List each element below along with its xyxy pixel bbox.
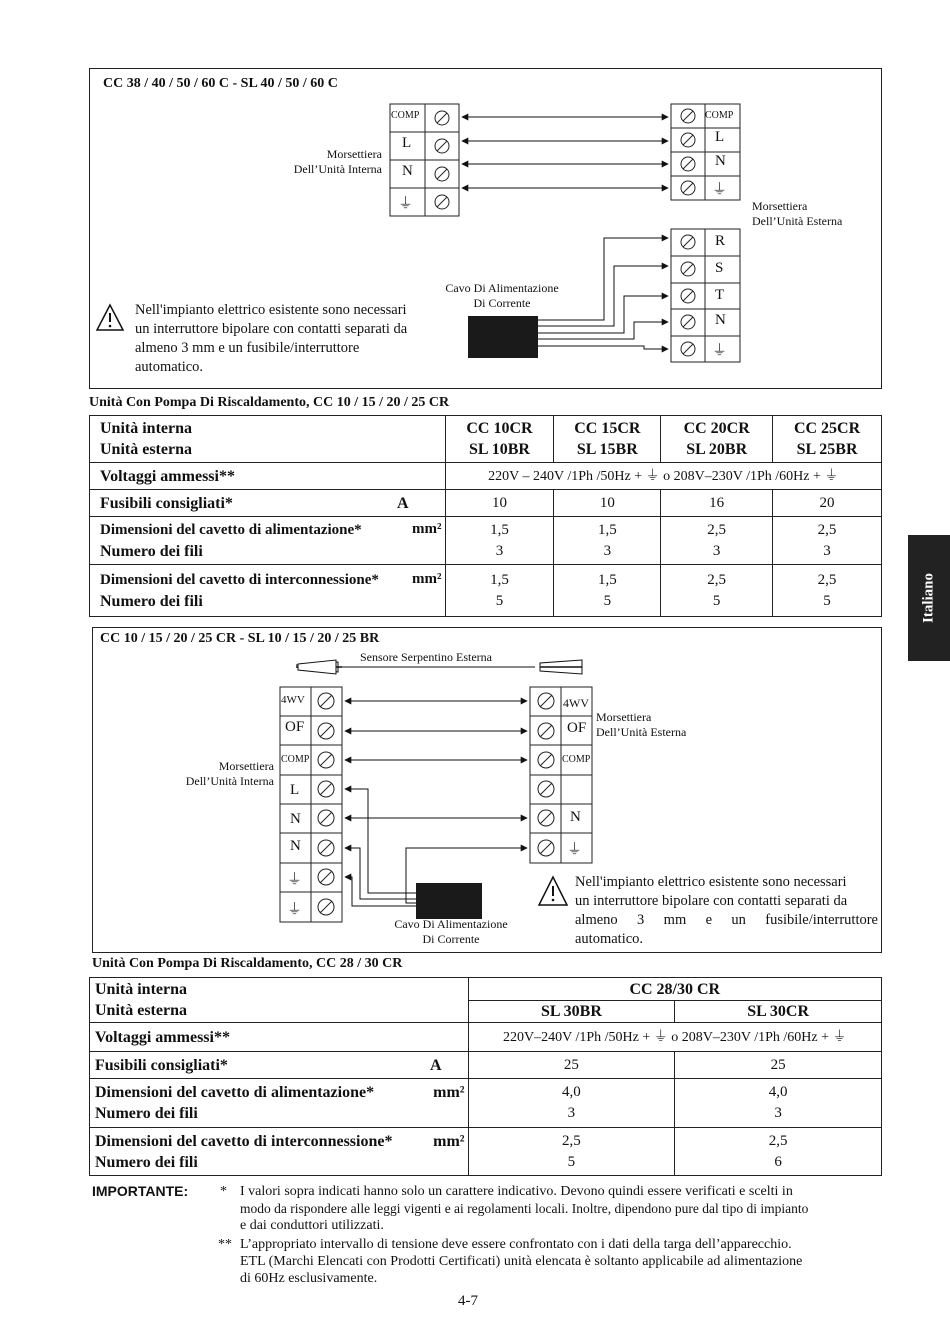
unit-label: mm² — [412, 571, 442, 587]
warning-line: almeno 3 mm e un fusibile/interruttore — [575, 912, 878, 928]
wires-value: 3 — [774, 1105, 782, 1121]
wires-label: Numero dei fili — [95, 1105, 198, 1122]
fuse-value: 16 — [661, 490, 773, 517]
outdoor-model: SL 30CR — [675, 1001, 882, 1023]
inter-cable-label: Dimensioni del cavetto di interconnessione* — [95, 1132, 393, 1150]
unit-label: mm² — [412, 521, 442, 537]
wires-value: 5 — [495, 592, 504, 609]
outdoor-terminal-block-2 — [530, 687, 592, 863]
table-row — [90, 1023, 882, 1052]
indoor-model: CC 10CR — [466, 420, 533, 437]
fuse-value: 25 — [468, 1052, 675, 1079]
wires-value: 5 — [567, 1153, 576, 1170]
size-value: 2,5 — [707, 521, 727, 538]
size-value: 2,5 — [817, 571, 837, 588]
warning-line: almeno 3 mm e un fusibile/interruttore — [135, 340, 360, 356]
power-cable-label-line: Cavo Di Alimentazione — [394, 917, 508, 931]
note-line: di 60Hz esclusivamente. — [240, 1271, 378, 1286]
table-2-title: Unità Con Pompa Di Riscaldamento, CC 28 / 30 CR — [92, 956, 403, 971]
terminal-label: COMP — [391, 110, 420, 121]
terminal-label: N — [715, 312, 726, 328]
note-line: modo da rispondere alle leggi vigenti e ai regolamenti locali. Inoltre, dipendono pure dal tipo di impianto — [240, 1201, 809, 1216]
size-value: 2,5 — [562, 1132, 581, 1149]
fuse-value: 10 — [445, 490, 554, 517]
wires-label: Numero dei fili — [95, 1153, 198, 1171]
outdoor-model: SL 25BR — [796, 441, 858, 458]
ground-terminal-label: ⏚ — [567, 842, 583, 858]
warning-text — [575, 873, 878, 949]
power-cable-cell — [675, 1079, 882, 1128]
voltage-value: 220V – 240V /1Ph /50Hz + ⏚ o 208V–230V /1Ph /60Hz + ⏚ — [445, 463, 881, 490]
size-value: 4,0 — [562, 1084, 581, 1100]
table-row — [90, 978, 882, 1001]
indoor-block-label-line: Morsettiera — [326, 147, 382, 161]
table-row — [90, 1052, 882, 1079]
outdoor-model: SL 15BR — [576, 441, 638, 458]
outdoor-block-label-line: Dell’Unità Esterna — [752, 214, 843, 228]
row-label: Unità esterna — [100, 441, 192, 458]
indoor-model: CC 20CR — [683, 420, 750, 437]
indoor-model: CC 25CR — [793, 420, 861, 437]
power-wires-2 — [345, 789, 416, 906]
model-row-header — [90, 978, 469, 1023]
ground-terminal-label: ⏚ — [712, 343, 728, 359]
power-cable-row-label — [90, 1079, 469, 1128]
power-cable-label: Dimensioni del cavetto di alimentazione* — [100, 522, 362, 538]
fuse-label: Fusibili consigliati* — [95, 1056, 228, 1074]
unit-label: mm² — [433, 1084, 465, 1101]
terminal-label: 4WV — [281, 694, 305, 706]
row-label: Unità esterna — [95, 1002, 187, 1019]
terminal-label: L — [290, 782, 300, 798]
terminal-label: COMP — [281, 754, 310, 765]
terminal-label: OF — [567, 720, 587, 736]
terminal-label: COMP — [705, 110, 734, 121]
ground-terminal-label: ⏚ — [287, 872, 303, 888]
terminal-label: N — [402, 163, 413, 179]
indoor-block-label-line: Morsettiera — [218, 759, 274, 773]
row-label: Unità interna — [100, 420, 192, 437]
note-2 — [240, 1236, 883, 1287]
ground-terminal-label: ⏚ — [712, 182, 728, 198]
table-1-title: Unità Con Pompa Di Riscaldamento, CC 10 / 15 / 20 / 25 CR — [89, 395, 450, 410]
size-value: 1,5 — [597, 521, 617, 538]
warning-line: un interruttore bipolare con contatti separati da — [575, 893, 848, 909]
terminal-label: 4WV — [563, 696, 589, 710]
size-value: 1,5 — [597, 571, 617, 588]
outdoor-block-label-line: Morsettiera — [596, 710, 652, 724]
power-cable-2 — [416, 883, 482, 919]
ground-terminal-label: ⏚ — [287, 902, 303, 918]
terminal-label: L — [402, 135, 412, 151]
fuse-value: 20 — [773, 490, 882, 517]
power-cable-label-line: Cavo Di Alimentazione — [445, 281, 559, 295]
spec-table-2 — [89, 977, 882, 1176]
indoor-model: CC 28/30 CR — [468, 978, 881, 1001]
fuse-value: 10 — [554, 490, 661, 517]
fuse-unit: A — [430, 1056, 442, 1074]
indoor-block-label-line: Dell’Unità Interna — [293, 162, 382, 176]
outdoor-model: SL 30BR — [468, 1001, 675, 1023]
size-value: 2,5 — [817, 521, 837, 538]
outdoor-model: SL 20BR — [686, 441, 748, 458]
wires-value: 5 — [603, 592, 612, 609]
note-1 — [240, 1183, 883, 1234]
sensor-label: Sensore Serpentino Esterna — [360, 650, 492, 664]
warning-line: Nell'impianto elettrico esistente sono necessari — [135, 302, 407, 318]
fuse-unit: A — [396, 494, 409, 512]
terminal-label: N — [290, 838, 301, 854]
voltage-value: 220V–240V /1Ph /50Hz + ⏚ o 208V–230V /1Ph /60Hz + ⏚ — [468, 1023, 881, 1052]
note-line: L’appropriato intervallo di tensione deve essere confrontato con i dati della targa dell’apparecchio. — [240, 1237, 792, 1252]
wires-value: 5 — [823, 592, 831, 609]
outdoor-block-label-line: Morsettiera — [752, 199, 808, 213]
interconnect-wires-2 — [345, 701, 527, 903]
wires-label: Numero dei fili — [100, 543, 203, 560]
size-value: 1,5 — [490, 521, 509, 538]
warning-line: un interruttore bipolare con contatti separati da — [135, 321, 408, 337]
inter-cable-row-label — [90, 1128, 469, 1176]
outdoor-block-label — [596, 710, 686, 740]
outdoor-block-label-line: Dell’Unità Esterna — [596, 725, 687, 739]
wires-value: 3 — [823, 542, 831, 559]
voltage-label: Voltaggi ammessi** — [90, 1023, 469, 1052]
note-line: e dai conduttori utilizzati. — [240, 1218, 384, 1233]
note-line: I valori sopra indicati hanno solo un carattere indicativo. Devono quindi essere verificati e scelti in — [240, 1184, 793, 1199]
terminal-label: COMP — [562, 754, 591, 765]
power-cable-label-line: Di Corrente — [422, 932, 480, 946]
power-cable-cell — [468, 1079, 675, 1128]
size-value: 1,5 — [490, 571, 509, 588]
terminal-label: N — [715, 153, 726, 169]
terminal-label: N — [570, 809, 581, 825]
ground-terminal-label: ⏚ — [398, 196, 414, 212]
terminal-label: L — [715, 129, 725, 145]
indoor-block-label — [140, 759, 274, 789]
note-line: ETL (Marchi Elencati con Prodotti Certificati) unità elencata è soltanto applicabile ad alimentazione — [240, 1254, 803, 1269]
terminal-label: T — [715, 287, 725, 303]
wires-value: 6 — [774, 1153, 782, 1170]
fuse-value: 25 — [675, 1052, 882, 1079]
size-value: 4,0 — [768, 1084, 788, 1100]
outdoor-model: SL 10BR — [469, 441, 530, 458]
power-cable-label-line: Di Corrente — [473, 296, 531, 310]
inter-cable-cell — [468, 1128, 675, 1176]
indoor-model: CC 15CR — [574, 420, 641, 437]
indoor-block-label-line: Dell’Unità Interna — [185, 774, 274, 788]
voltage-label: Voltaggi ammessi** — [90, 463, 446, 490]
warning-line: automatico. — [135, 359, 204, 375]
fuse-row-label — [90, 1052, 469, 1079]
terminal-label: OF — [285, 719, 305, 735]
warning-icon — [539, 877, 567, 905]
wires-value: 3 — [712, 542, 721, 559]
size-value: 2,5 — [768, 1132, 788, 1149]
size-value: 2,5 — [707, 571, 727, 588]
diagram-2-title: CC 10 / 15 / 20 / 25 CR - SL 10 / 15 / 20 / 25 BR — [100, 631, 380, 646]
warning-line: automatico. — [575, 931, 644, 947]
wires-value: 3 — [495, 542, 504, 559]
unit-label: mm² — [433, 1132, 465, 1150]
fuse-label: Fusibili consigliati* — [100, 494, 233, 512]
wires-value: 3 — [567, 1105, 576, 1121]
row-label: Unità interna — [95, 981, 187, 998]
language-tab-label: Italiano — [920, 572, 937, 624]
power-cable-label: Dimensioni del cavetto di alimentazione* — [95, 1084, 375, 1101]
page-number: 4-7 — [458, 1293, 478, 1309]
wires-value: 3 — [603, 542, 612, 559]
diagram-1-title: CC 38 / 40 / 50 / 60 C - SL 40 / 50 / 60 C — [103, 76, 338, 91]
inter-cable-label: Dimensioni del cavetto di interconnessione* — [100, 572, 379, 588]
important-label: IMPORTANTE: — [92, 1183, 189, 1199]
wires-value: 5 — [712, 592, 721, 609]
terminal-label: R — [715, 233, 726, 249]
note-marker: * — [220, 1184, 227, 1199]
terminal-label: S — [715, 260, 724, 276]
wires-label: Numero dei fili — [100, 593, 203, 610]
terminal-label: N — [290, 811, 301, 827]
inter-cable-cell — [675, 1128, 882, 1176]
power-cable-label — [381, 917, 521, 947]
table-row — [90, 1128, 882, 1176]
note-marker: ** — [218, 1237, 232, 1252]
table-row — [90, 1079, 882, 1128]
warning-line: Nell'impianto elettrico esistente sono necessari — [575, 874, 847, 890]
